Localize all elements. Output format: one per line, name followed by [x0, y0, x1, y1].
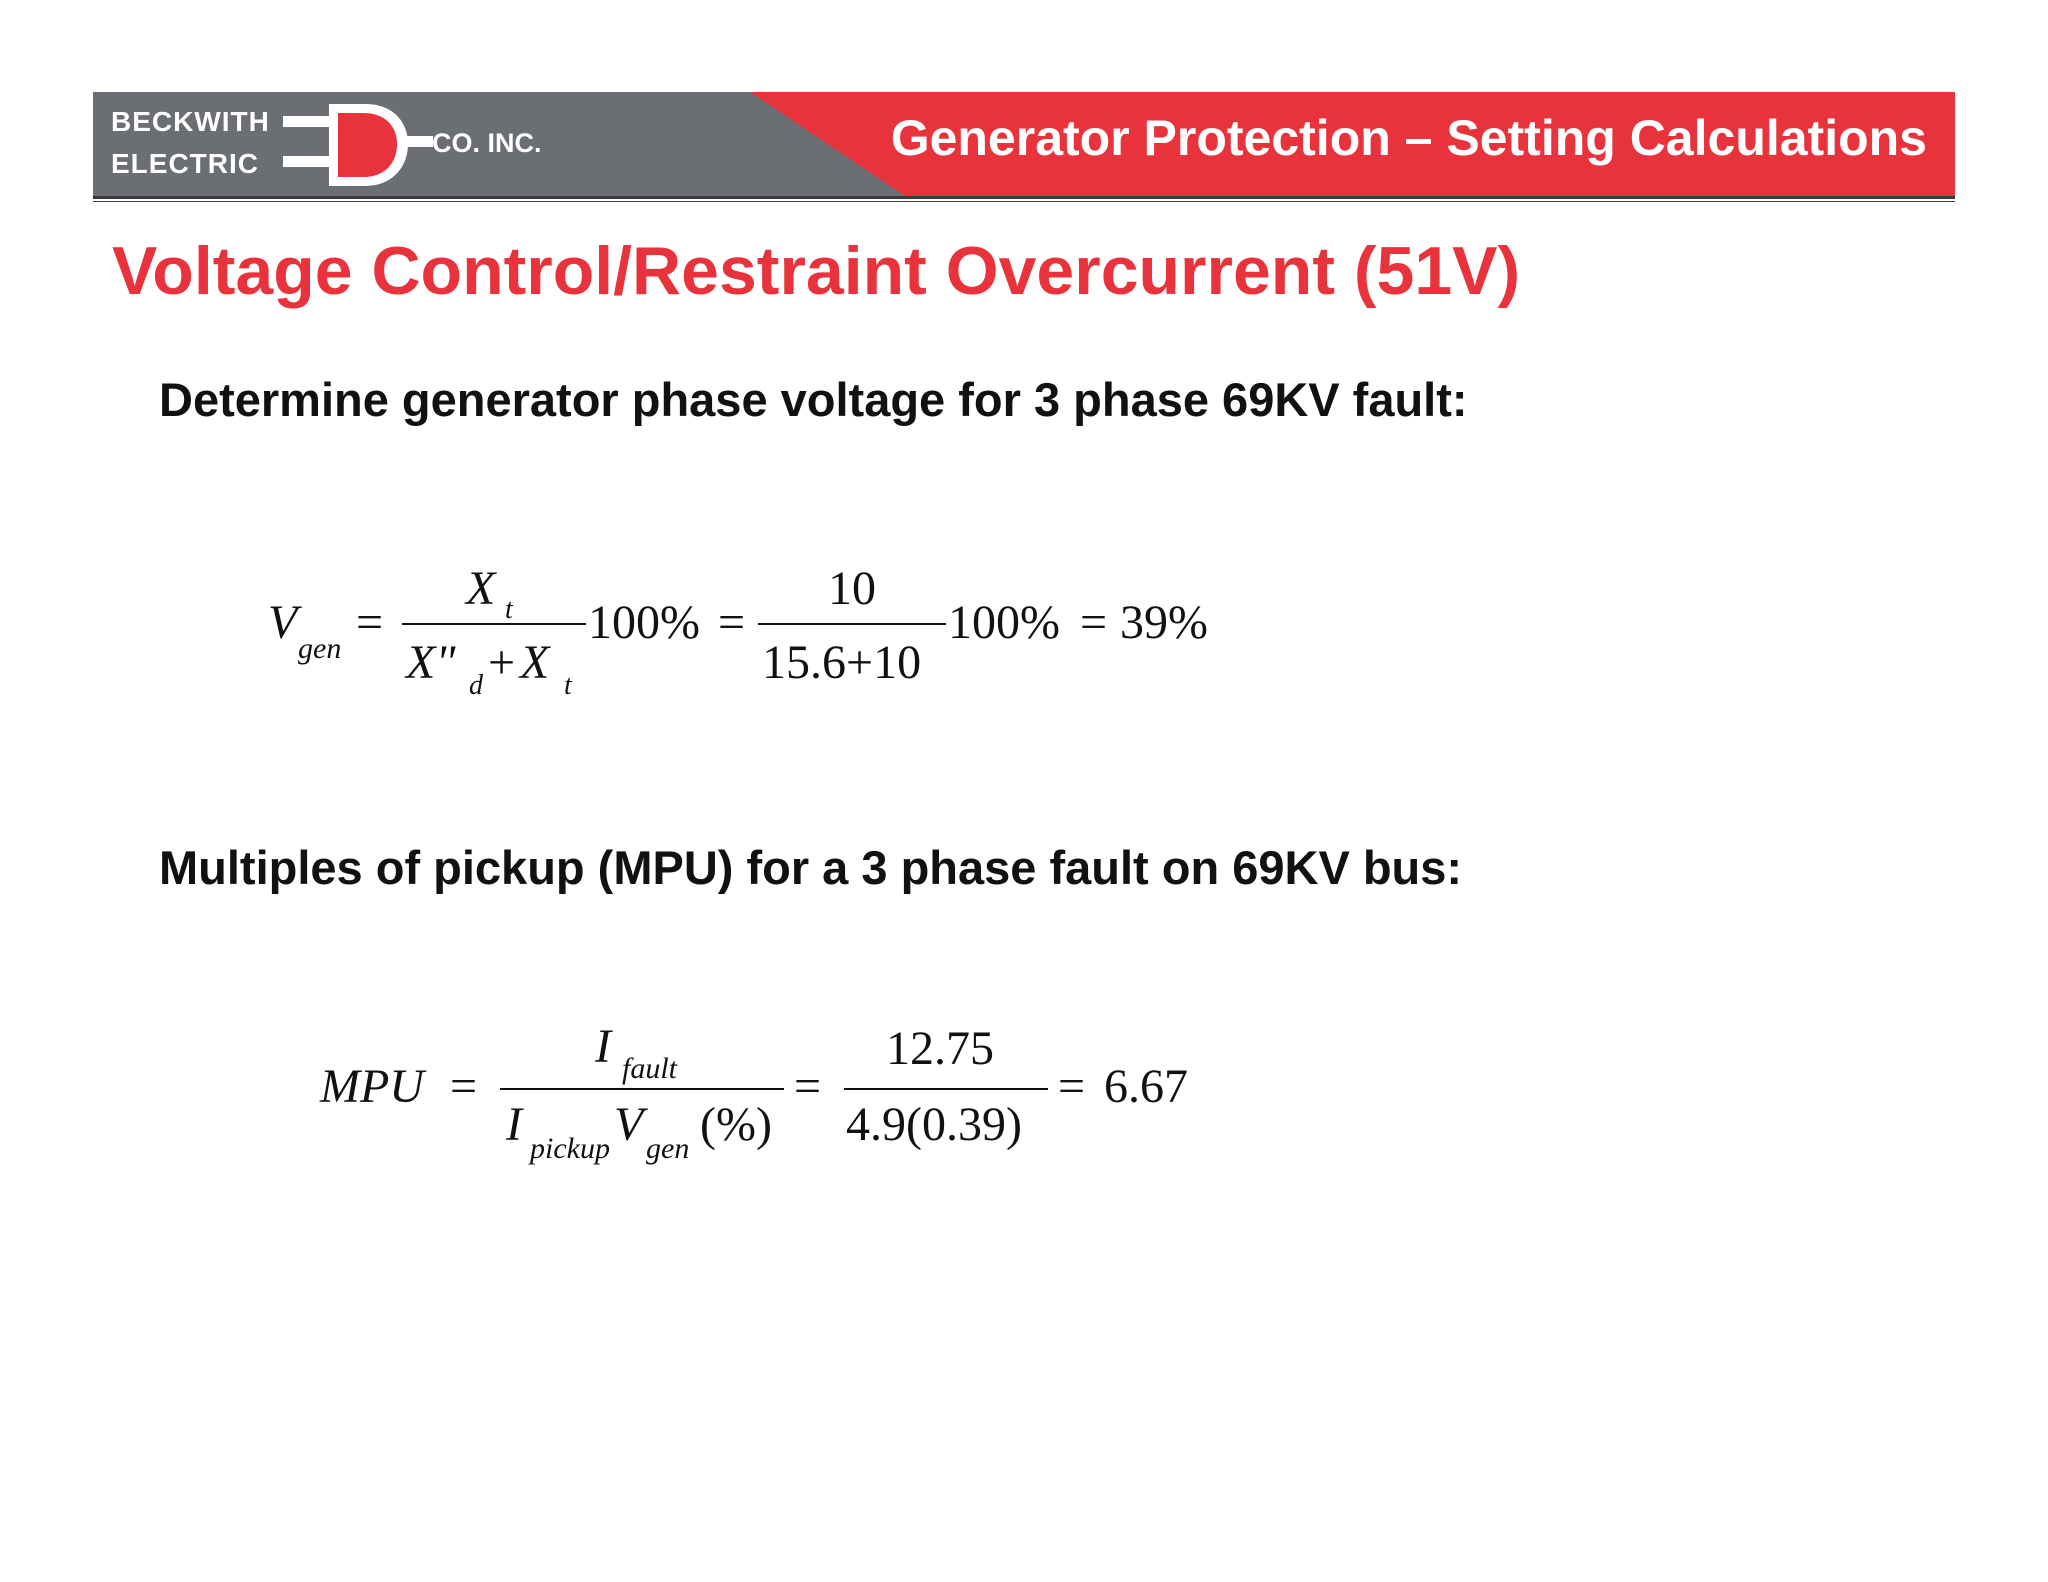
mpu-frac2-num: 12.75 — [886, 1022, 994, 1075]
slide-title: Voltage Control/Restraint Overcurrent (51V) — [112, 233, 1521, 309]
logo-suffix: CO. INC. — [432, 128, 542, 158]
vgen-frac1-den-subscript1: d — [469, 670, 483, 701]
vgen-equation — [250, 550, 1250, 720]
header-divider-thin — [93, 201, 1955, 202]
mpu-lhs: MPU — [320, 1060, 424, 1113]
vgen-equals-2: = — [718, 596, 746, 649]
mpu-equals-3: = — [1058, 1060, 1086, 1113]
mpu-frac1-den-subscript1: pickup — [530, 1132, 610, 1165]
mpu-result: 6.67 — [1104, 1060, 1188, 1113]
mpu-frac1-den-suffix: (%) — [700, 1098, 772, 1151]
vgen-lhs-symbol: V — [268, 596, 298, 649]
mpu-section-heading: Multiples of pickup (MPU) for a 3 phase fault on 69KV bus: — [159, 841, 1463, 894]
mpu-frac2-den: 4.9(0.39) — [846, 1098, 1022, 1151]
vgen-frac1-den-symbol2: X — [520, 636, 550, 689]
vgen-equals-3: = — [1080, 596, 1108, 649]
vgen-frac2-num: 10 — [828, 562, 876, 615]
mpu-frac1-den-symbol1: I — [506, 1098, 522, 1151]
header-banner — [93, 92, 1955, 196]
vgen-frac2-den: 15.6+10 — [762, 636, 922, 689]
vgen-frac1-den-symbol1: X" — [406, 636, 456, 689]
company-logo-icon — [283, 100, 433, 192]
mpu-equals-2: = — [794, 1060, 822, 1113]
presentation-title: Generator Protection – Setting Calculations — [890, 110, 1927, 166]
vgen-frac1-num-subscript: t — [505, 594, 513, 625]
vgen-frac1-num-symbol: X — [466, 562, 496, 615]
vgen-lhs-subscript: gen — [298, 632, 342, 665]
mpu-frac1-num-symbol: I — [595, 1020, 611, 1073]
mpu-equation — [300, 1012, 1250, 1182]
mpu-frac1-num-subscript: fault — [622, 1052, 678, 1085]
vgen-result: 39% — [1120, 596, 1208, 649]
mpu-frac1-den-subscript2: gen — [646, 1132, 690, 1165]
vgen-frac1-den-subscript2: t — [564, 670, 572, 701]
vgen-factor-2: 100% — [948, 596, 1060, 649]
header-divider — [93, 196, 1955, 199]
voltage-section-heading: Determine generator phase voltage for 3 phase 69KV fault: — [159, 373, 1468, 426]
vgen-frac1-den-plus: + — [488, 636, 516, 689]
logo-line-beckwith: BECKWITH — [111, 106, 270, 137]
logo-line-electric: ELECTRIC — [111, 148, 259, 179]
vgen-factor-1: 100% — [588, 596, 700, 649]
mpu-equals-1: = — [450, 1060, 478, 1113]
vgen-equals-1: = — [356, 596, 384, 649]
mpu-frac1-den-symbol2: V — [614, 1098, 644, 1151]
